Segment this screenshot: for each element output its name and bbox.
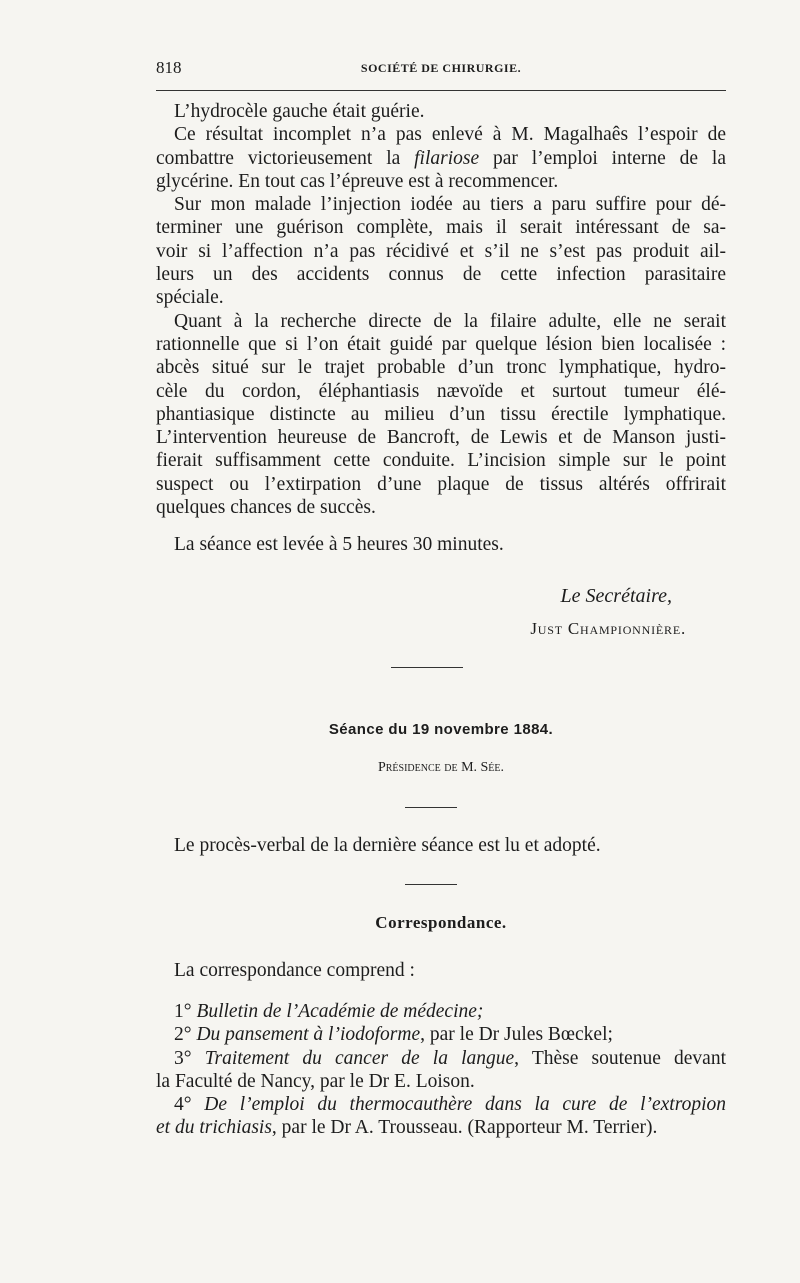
section-divider: [405, 807, 457, 808]
item-rest: , par le Dr Jules Bœckel;: [420, 1024, 613, 1046]
text-line: cèle du cordon, éléphantiasis nævoïde et surtout tumeur élé-: [156, 380, 726, 402]
proces-verbal: Le procès-verbal de la dernière séance est lu et adopté.: [174, 835, 601, 856]
text-fragment: combattre victorieusement la: [156, 147, 415, 169]
text-line: suspect ou l’extirpation d’une plaque de tissus altérés offrirait: [156, 473, 726, 495]
text-line: Ce résultat incomplet n’a pas enlevé à M. Magalhaês l’espoir de: [174, 124, 726, 146]
page-number: 818: [156, 58, 182, 77]
list-item: [156, 1000, 726, 1023]
text-line: glycérine. En tout cas l’épreuve est à recommencer.: [156, 170, 559, 192]
text-line: Quant à la recherche directe de la filaire adulte, elle ne serait: [174, 310, 726, 332]
item-rest: , par le Dr A. Trousseau. (Rapporteur M. Terrier).: [271, 1117, 658, 1139]
text-line: L’hydrocèle gauche était guérie.: [174, 101, 425, 122]
list-item: [156, 1047, 726, 1070]
item-title: De l’emploi du thermocauthère dans la cure de l’extropion: [204, 1094, 727, 1116]
correspondance-intro: La correspondance comprend :: [174, 960, 415, 981]
item-number: 4°: [174, 1094, 192, 1116]
item-number: 3°: [174, 1047, 192, 1069]
list-item-continuation: [156, 1116, 726, 1139]
text-line: phantiasique distincte au milieu d’un tissu érectile lymphatique.: [156, 403, 726, 425]
list-item-continuation: [156, 1070, 726, 1093]
text-line: [156, 147, 726, 170]
text-line: rationnelle que si l’on était guidé par quelque lésion bien localisée :: [156, 333, 726, 355]
item-title: Du pansement à l’iodoforme: [196, 1024, 421, 1046]
running-head: SOCIÉTÉ DE CHIRURGIE.: [360, 61, 522, 75]
seance-presidence: Présidence de M. Sée.: [377, 760, 505, 775]
item-title: Bulletin de l’Académie de médecine;: [196, 1001, 484, 1022]
text-line: voir si l’affection n’a pas récidivé et s’il ne s’est pas produit ail-: [156, 240, 726, 262]
item-rest: la Faculté de Nancy, par le Dr E. Loison.: [156, 1070, 475, 1092]
item-number: 1°: [174, 1001, 192, 1022]
correspondance-list: [156, 1000, 726, 1140]
seance-levee: La séance est levée à 5 heures 30 minutes.: [174, 534, 504, 556]
item-rest: , Thèse soutenue devant: [514, 1047, 726, 1069]
page-header: [156, 58, 726, 82]
list-item: [156, 1093, 726, 1116]
section-divider: [391, 667, 463, 668]
text-line: fierait suffisamment cette conduite. L’incision simple sur le point: [156, 450, 726, 472]
seance-date: Séance du 19 novembre 1884.: [328, 721, 554, 738]
text-line: L’intervention heureuse de Bancroft, de Lewis et de Manson justi-: [156, 427, 726, 449]
item-number: 2°: [174, 1024, 192, 1046]
text-fragment: par l’emploi interne de la: [479, 147, 726, 169]
text-line: Sur mon malade l’injection iodée au tiers a paru suffire pour dé-: [174, 194, 726, 216]
text-line: quelques chances de succès.: [156, 497, 376, 519]
header-rule: [156, 90, 726, 91]
text-line: spéciale.: [156, 287, 224, 309]
text-line: abcès situé sur le trajet probable d’un tronc lymphatique, hydro-: [156, 357, 726, 379]
correspondance-heading: Correspondance.: [375, 913, 507, 932]
item-title: Traitement du cancer de la langue: [204, 1047, 515, 1069]
italic-term: filariose: [414, 147, 480, 169]
text-line: leurs un des accidents connus de cette infection parasitaire: [156, 264, 726, 286]
list-item: [156, 1023, 726, 1046]
signature-title: Le Secrétaire,: [560, 585, 672, 607]
body-text: [156, 100, 726, 557]
signature-name: Just Championnière.: [530, 619, 686, 638]
text-line: terminer une guérison complète, mais il serait intéressant de sa-: [156, 217, 726, 239]
section-divider: [405, 884, 457, 885]
item-title: et du trichiasis: [156, 1117, 272, 1139]
